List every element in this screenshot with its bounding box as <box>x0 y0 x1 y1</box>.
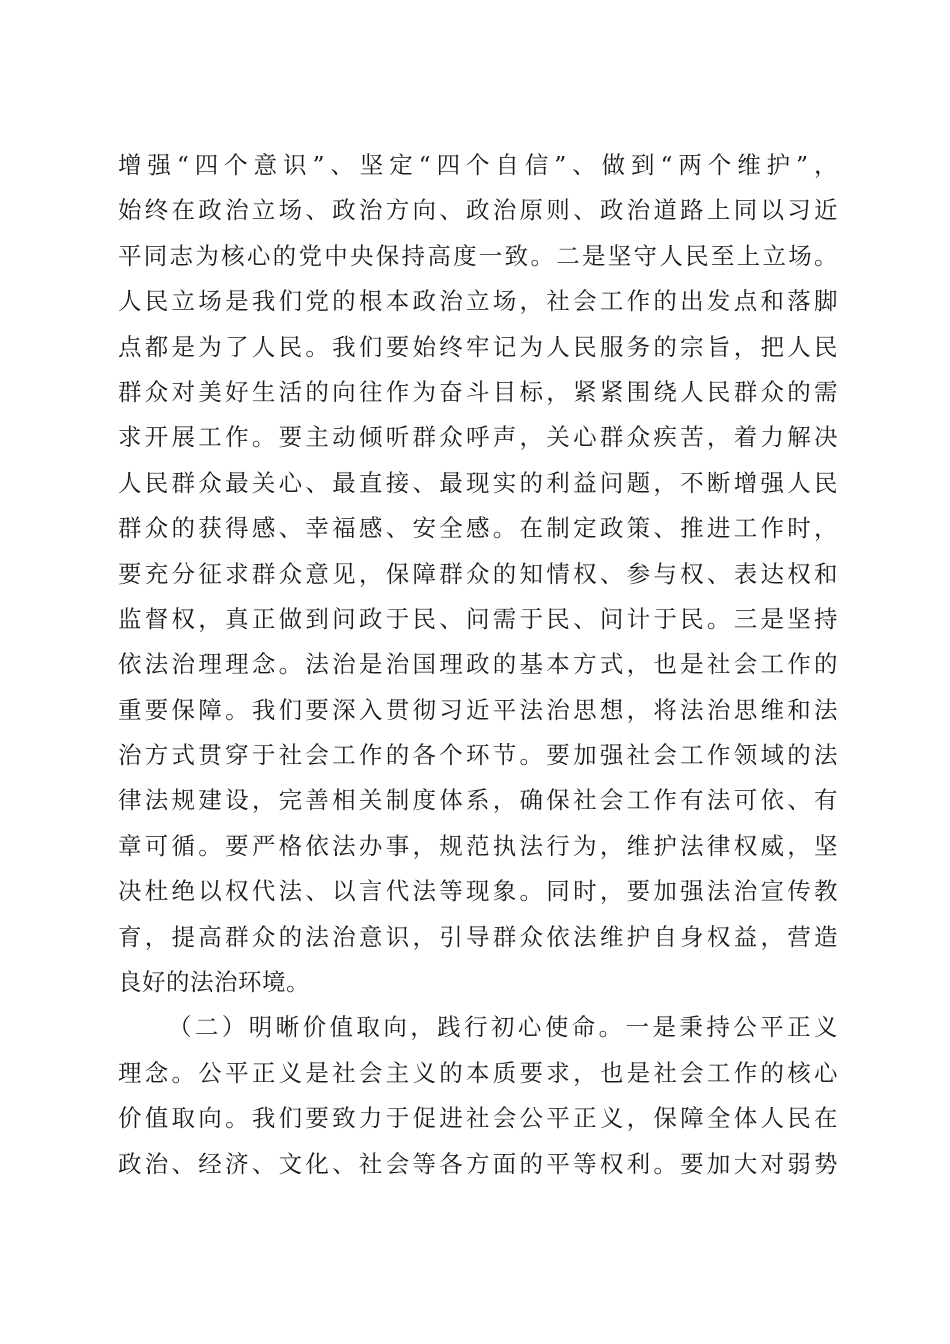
text-line: 增强“四个意识”、坚定“四个自信”、做到“两个维护”， <box>118 151 838 179</box>
text-line: 始终在政治立场、政治方向、政治原则、政治道路上同以习近 <box>118 196 838 225</box>
text-line: 重要保障。我们要深入贯彻习近平法治思想，将法治思维和法 <box>118 695 838 724</box>
text-line: 群众对美好生活的向往作为奋斗目标，紧紧围绕人民群众的需 <box>118 377 838 406</box>
section-heading-line: （二）明晰价值取向，践行初心使命。一是秉持公平正义 <box>168 1013 838 1042</box>
text-line: 人民立场是我们党的根本政治立场，社会工作的出发点和落脚 <box>118 287 838 316</box>
text-line: 要充分征求群众意见，保障群众的知情权、参与权、表达权和 <box>118 559 838 588</box>
text-line: 理念。公平正义是社会主义的本质要求，也是社会工作的核心 <box>118 1058 838 1087</box>
text-line: 群众的获得感、幸福感、安全感。在制定政策、推进工作时， <box>118 514 838 543</box>
text-line: 平同志为核心的党中央保持高度一致。二是坚守人民至上立场。 <box>118 241 838 270</box>
text-line: 决杜绝以权代法、以言代法等现象。同时，要加强法治宣传教 <box>118 877 838 906</box>
text-line: 价值取向。我们要致力于促进社会公平正义，保障全体人民在 <box>118 1104 838 1133</box>
text-line: 政治、经济、文化、社会等各方面的平等权利。要加大对弱势 <box>118 1149 838 1178</box>
body-text <box>118 143 838 1187</box>
text-line: 治方式贯穿于社会工作的各个环节。要加强社会工作领域的法 <box>118 741 838 770</box>
text-line: 律法规建设，完善相关制度体系，确保社会工作有法可依、有 <box>118 786 838 815</box>
text-line: 人民群众最关心、最直接、最现实的利益问题，不断增强人民 <box>118 468 838 497</box>
text-line: 监督权，真正做到问政于民、问需于民、问计于民。三是坚持 <box>118 604 838 633</box>
text-line: 良好的法治环境。 <box>118 968 310 997</box>
text-line: 点都是为了人民。我们要始终牢记为人民服务的宗旨，把人民 <box>118 332 838 361</box>
text-line: 依法治理理念。法治是治国理政的基本方式，也是社会工作的 <box>118 650 838 679</box>
text-line: 章可循。要严格依法办事，规范执法行为，维护法律权威，坚 <box>118 831 838 860</box>
text-line: 育，提高群众的法治意识，引导群众依法维护自身权益，营造 <box>118 922 838 951</box>
text-line: 求开展工作。要主动倾听群众呼声，关心群众疾苦，着力解决 <box>118 423 838 452</box>
